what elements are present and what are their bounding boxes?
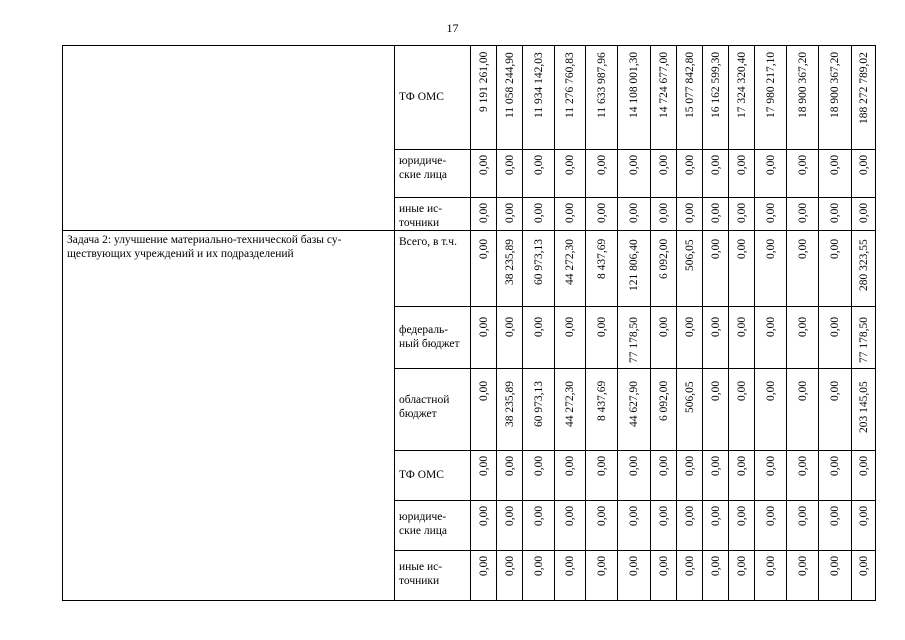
funding-source-label: федераль-ный бюджет xyxy=(399,324,460,350)
value-cell xyxy=(555,451,586,501)
value-text: 121 806,40 xyxy=(628,239,640,291)
value-text: 38 235,89 xyxy=(503,239,516,285)
value-text: 44 272,30 xyxy=(564,239,576,285)
value-cell xyxy=(471,231,497,307)
value-text: 0,00 xyxy=(683,555,696,576)
funding-source-label: юридиче-ские лица xyxy=(399,155,447,181)
value-cell xyxy=(787,307,819,369)
value-text: 44 627,90 xyxy=(628,381,640,427)
value-cell xyxy=(819,198,852,231)
value-text: 38 235,89 xyxy=(503,381,516,427)
value-text: 0,00 xyxy=(735,555,748,576)
value-cell xyxy=(586,46,618,150)
value-text: 0,00 xyxy=(857,555,870,576)
value-text: 0,00 xyxy=(735,238,748,259)
value-cell xyxy=(787,451,819,501)
value-text: 11 633 987,96 xyxy=(595,52,608,118)
value-text: 0,00 xyxy=(477,455,490,476)
value-text: 0,00 xyxy=(564,555,576,576)
value-text: 0,00 xyxy=(796,316,809,337)
value-cell xyxy=(755,150,787,198)
value-cell xyxy=(787,369,819,451)
value-text: 203 145,05 xyxy=(857,381,870,433)
value-cell xyxy=(497,369,523,451)
value-text: 0,00 xyxy=(735,505,748,526)
value-cell xyxy=(703,198,729,231)
value-text: 0,00 xyxy=(477,380,490,401)
table-row xyxy=(63,46,876,150)
value-text: 0,00 xyxy=(829,154,841,175)
value-cell xyxy=(471,46,497,150)
funding-source-label: иные ис-точники xyxy=(399,203,443,229)
value-cell xyxy=(729,551,755,601)
value-cell xyxy=(471,551,497,601)
value-cell xyxy=(555,46,586,150)
value-cell xyxy=(523,150,555,198)
funding-source-label: юридиче-ские лица xyxy=(399,511,447,537)
value-text: 0,00 xyxy=(709,455,722,476)
value-cell xyxy=(703,307,729,369)
value-cell xyxy=(523,307,555,369)
value-text: 0,00 xyxy=(709,202,722,223)
funding-source-label: областной бюджет xyxy=(399,394,450,420)
value-cell xyxy=(471,369,497,451)
value-text: 0,00 xyxy=(595,455,608,476)
value-text: 506,05 xyxy=(683,239,696,271)
value-text: 0,00 xyxy=(503,316,516,337)
value-text: 0,00 xyxy=(796,380,809,401)
value-text: 0,00 xyxy=(829,316,841,337)
value-cell xyxy=(497,231,523,307)
value-cell xyxy=(651,150,677,198)
value-text: 8 437,69 xyxy=(595,238,608,279)
funding-source-cell xyxy=(395,46,471,150)
value-text: 44 272,30 xyxy=(564,381,576,427)
value-cell xyxy=(703,369,729,451)
value-cell xyxy=(618,501,651,551)
value-text: 0,00 xyxy=(532,555,545,576)
value-text: 0,00 xyxy=(735,380,748,401)
value-text: 0,00 xyxy=(628,555,640,576)
value-cell xyxy=(787,231,819,307)
value-cell xyxy=(703,501,729,551)
funding-source-label: иные ис-точники xyxy=(399,561,443,587)
value-text: 0,00 xyxy=(764,505,777,526)
value-cell xyxy=(651,231,677,307)
value-cell xyxy=(755,451,787,501)
value-cell xyxy=(755,307,787,369)
value-cell xyxy=(555,198,586,231)
value-cell xyxy=(618,307,651,369)
value-text: 0,00 xyxy=(564,455,576,476)
value-text: 14 108 001,30 xyxy=(628,51,640,118)
value-cell xyxy=(703,150,729,198)
value-text: 0,00 xyxy=(764,238,777,259)
value-text: 0,00 xyxy=(564,505,576,526)
value-cell xyxy=(729,307,755,369)
value-cell xyxy=(497,551,523,601)
value-cell xyxy=(755,501,787,551)
value-text: 11 934 142,03 xyxy=(532,52,545,118)
value-text: 18 900 367,20 xyxy=(796,51,809,118)
value-text: 0,00 xyxy=(735,455,748,476)
value-cell xyxy=(852,551,876,601)
value-cell xyxy=(677,551,703,601)
value-text: 6 092,00 xyxy=(657,238,670,279)
value-text: 0,00 xyxy=(595,154,608,175)
value-cell xyxy=(618,369,651,451)
value-cell xyxy=(523,451,555,501)
value-cell xyxy=(703,46,729,150)
value-cell xyxy=(555,307,586,369)
value-cell xyxy=(819,150,852,198)
financing-table xyxy=(62,45,876,601)
funding-source-cell xyxy=(395,451,471,501)
value-text: 0,00 xyxy=(564,202,576,223)
value-cell xyxy=(523,46,555,150)
value-text: 0,00 xyxy=(796,238,809,259)
value-text: 14 724 677,00 xyxy=(657,51,670,118)
value-cell xyxy=(729,231,755,307)
value-cell xyxy=(677,451,703,501)
value-text: 0,00 xyxy=(683,505,696,526)
value-text: 0,00 xyxy=(628,505,640,526)
value-text: 0,00 xyxy=(796,555,809,576)
value-text: 18 900 367,20 xyxy=(829,51,841,118)
value-text: 0,00 xyxy=(829,505,841,526)
value-text: 0,00 xyxy=(857,505,870,526)
value-text: 0,00 xyxy=(595,555,608,576)
table-row xyxy=(63,231,876,307)
value-cell xyxy=(852,231,876,307)
value-cell xyxy=(852,451,876,501)
value-text: 0,00 xyxy=(503,202,516,223)
value-text: 0,00 xyxy=(829,555,841,576)
value-text: 0,00 xyxy=(709,380,722,401)
value-cell xyxy=(523,231,555,307)
value-cell xyxy=(729,46,755,150)
value-cell xyxy=(586,307,618,369)
value-text: 0,00 xyxy=(709,238,722,259)
value-text: 0,00 xyxy=(829,202,841,223)
value-cell xyxy=(819,46,852,150)
value-cell xyxy=(729,369,755,451)
value-text: 60 973,13 xyxy=(532,239,545,285)
task-cell: Задача 2: улучшение материально-технической базы су-ществующих учреждений и их подразделений xyxy=(63,231,395,601)
value-cell xyxy=(651,46,677,150)
value-cell xyxy=(852,307,876,369)
value-text: 0,00 xyxy=(503,154,516,175)
value-cell xyxy=(497,150,523,198)
value-cell xyxy=(677,150,703,198)
value-text: 0,00 xyxy=(564,154,576,175)
value-text: 0,00 xyxy=(735,316,748,337)
value-cell xyxy=(497,451,523,501)
value-cell xyxy=(677,46,703,150)
value-cell xyxy=(729,150,755,198)
value-text: 0,00 xyxy=(764,154,777,175)
value-cell xyxy=(651,198,677,231)
value-cell xyxy=(586,451,618,501)
value-text: 60 973,13 xyxy=(532,381,545,427)
value-cell xyxy=(471,307,497,369)
value-cell xyxy=(755,369,787,451)
value-cell xyxy=(618,231,651,307)
value-cell xyxy=(618,150,651,198)
value-text: 0,00 xyxy=(477,238,490,259)
value-cell xyxy=(497,46,523,150)
funding-source-cell xyxy=(395,198,471,231)
value-cell xyxy=(471,451,497,501)
value-text: 0,00 xyxy=(564,316,576,337)
funding-source-cell xyxy=(395,369,471,451)
value-text: 0,00 xyxy=(764,316,777,337)
value-cell xyxy=(618,198,651,231)
funding-source-cell xyxy=(395,551,471,601)
value-text: 0,00 xyxy=(764,202,777,223)
page-number: 17 xyxy=(446,21,459,35)
funding-source-cell xyxy=(395,307,471,369)
value-text: 0,00 xyxy=(477,555,490,576)
value-text: 0,00 xyxy=(628,154,640,175)
value-text: 0,00 xyxy=(477,202,490,223)
value-text: 0,00 xyxy=(595,505,608,526)
value-cell xyxy=(819,551,852,601)
value-text: 0,00 xyxy=(764,555,777,576)
value-text: 0,00 xyxy=(709,555,722,576)
value-cell xyxy=(471,501,497,551)
value-text: 0,00 xyxy=(532,455,545,476)
value-text: 0,00 xyxy=(477,505,490,526)
value-cell xyxy=(852,501,876,551)
value-cell xyxy=(819,451,852,501)
value-text: 0,00 xyxy=(857,202,870,223)
value-cell xyxy=(677,369,703,451)
value-cell xyxy=(819,369,852,451)
value-text: 0,00 xyxy=(683,316,696,337)
value-cell xyxy=(586,198,618,231)
value-text: 0,00 xyxy=(709,154,722,175)
value-cell xyxy=(651,369,677,451)
value-text: 0,00 xyxy=(657,555,670,576)
value-cell xyxy=(523,198,555,231)
value-text: 0,00 xyxy=(857,455,870,476)
value-cell xyxy=(819,307,852,369)
value-text: 77 178,50 xyxy=(628,317,640,363)
value-text: 11 276 760,83 xyxy=(564,52,576,118)
value-text: 0,00 xyxy=(796,154,809,175)
value-text: 0,00 xyxy=(683,455,696,476)
value-text: 0,00 xyxy=(829,238,841,259)
funding-source-label: ТФ ОМС xyxy=(399,469,444,481)
value-cell xyxy=(497,307,523,369)
value-cell xyxy=(586,501,618,551)
value-cell xyxy=(852,369,876,451)
value-cell xyxy=(497,198,523,231)
value-text: 0,00 xyxy=(683,154,696,175)
funding-source-label: ТФ ОМС xyxy=(399,91,444,103)
value-cell xyxy=(755,46,787,150)
value-cell xyxy=(677,231,703,307)
value-text: 0,00 xyxy=(503,505,516,526)
value-cell xyxy=(787,551,819,601)
value-cell xyxy=(729,198,755,231)
value-cell xyxy=(755,551,787,601)
value-cell xyxy=(852,46,876,150)
value-cell xyxy=(555,231,586,307)
value-cell xyxy=(523,369,555,451)
value-text: 0,00 xyxy=(735,202,748,223)
value-cell xyxy=(471,150,497,198)
value-cell xyxy=(586,150,618,198)
value-cell xyxy=(787,198,819,231)
value-text: 188 272 789,02 xyxy=(857,52,870,124)
value-cell xyxy=(729,501,755,551)
value-text: 0,00 xyxy=(709,505,722,526)
value-cell xyxy=(523,501,555,551)
value-text: 0,00 xyxy=(857,154,870,175)
value-text: 11 058 244,90 xyxy=(503,52,516,118)
value-text: 0,00 xyxy=(595,202,608,223)
value-text: 0,00 xyxy=(503,555,516,576)
value-cell xyxy=(618,451,651,501)
value-cell xyxy=(651,551,677,601)
value-text: 17 980 217,10 xyxy=(764,51,777,118)
value-text: 0,00 xyxy=(657,316,670,337)
value-text: 0,00 xyxy=(764,455,777,476)
value-text: 0,00 xyxy=(735,154,748,175)
value-text: 0,00 xyxy=(657,202,670,223)
value-text: 0,00 xyxy=(796,505,809,526)
value-text: 6 092,00 xyxy=(657,380,670,421)
value-cell xyxy=(497,501,523,551)
funding-source-cell xyxy=(395,501,471,551)
value-text: 0,00 xyxy=(595,316,608,337)
value-cell xyxy=(618,551,651,601)
value-text: 0,00 xyxy=(829,455,841,476)
value-cell xyxy=(677,307,703,369)
value-cell xyxy=(586,551,618,601)
value-cell xyxy=(651,501,677,551)
funding-source-cell xyxy=(395,150,471,198)
value-cell xyxy=(755,231,787,307)
value-cell xyxy=(703,551,729,601)
value-cell xyxy=(555,501,586,551)
value-text: 77 178,50 xyxy=(857,317,870,363)
value-cell xyxy=(819,501,852,551)
value-text: 0,00 xyxy=(628,202,640,223)
value-text: 16 162 599,30 xyxy=(709,51,722,118)
value-text: 0,00 xyxy=(683,202,696,223)
value-text: 0,00 xyxy=(796,202,809,223)
value-text: 0,00 xyxy=(764,380,777,401)
value-text: 280 323,55 xyxy=(857,239,870,291)
value-cell xyxy=(729,451,755,501)
value-cell xyxy=(555,150,586,198)
value-cell xyxy=(651,307,677,369)
value-text: 0,00 xyxy=(532,505,545,526)
value-cell xyxy=(618,46,651,150)
value-text: 0,00 xyxy=(796,455,809,476)
value-cell xyxy=(555,369,586,451)
value-text: 17 324 320,40 xyxy=(735,51,748,118)
value-cell xyxy=(703,451,729,501)
value-text: 0,00 xyxy=(532,154,545,175)
value-cell xyxy=(555,551,586,601)
funding-source-cell xyxy=(395,231,471,307)
value-text: 506,05 xyxy=(683,381,696,413)
value-text: 0,00 xyxy=(532,316,545,337)
value-cell xyxy=(586,369,618,451)
value-text: 0,00 xyxy=(709,316,722,337)
value-text: 0,00 xyxy=(829,380,841,401)
value-text: 0,00 xyxy=(477,316,490,337)
task-cell xyxy=(63,46,395,231)
value-text: 9 191 261,00 xyxy=(477,51,490,112)
value-cell xyxy=(787,46,819,150)
value-cell xyxy=(703,231,729,307)
value-cell xyxy=(787,501,819,551)
value-cell xyxy=(677,501,703,551)
value-cell xyxy=(471,198,497,231)
value-cell xyxy=(651,451,677,501)
value-cell xyxy=(787,150,819,198)
value-cell xyxy=(819,231,852,307)
value-cell xyxy=(755,198,787,231)
value-cell xyxy=(677,198,703,231)
value-text: 0,00 xyxy=(628,455,640,476)
value-text: 0,00 xyxy=(532,202,545,223)
value-cell xyxy=(852,150,876,198)
value-text: 15 077 842,80 xyxy=(683,51,696,118)
value-text: 0,00 xyxy=(477,154,490,175)
value-text: 8 437,69 xyxy=(595,380,608,421)
value-text: 0,00 xyxy=(657,154,670,175)
value-text: 0,00 xyxy=(657,455,670,476)
value-cell xyxy=(852,198,876,231)
value-text: 0,00 xyxy=(503,455,516,476)
value-text: 0,00 xyxy=(657,505,670,526)
funding-source-label: Всего, в т.ч. xyxy=(399,236,457,248)
value-cell xyxy=(523,551,555,601)
value-cell xyxy=(586,231,618,307)
